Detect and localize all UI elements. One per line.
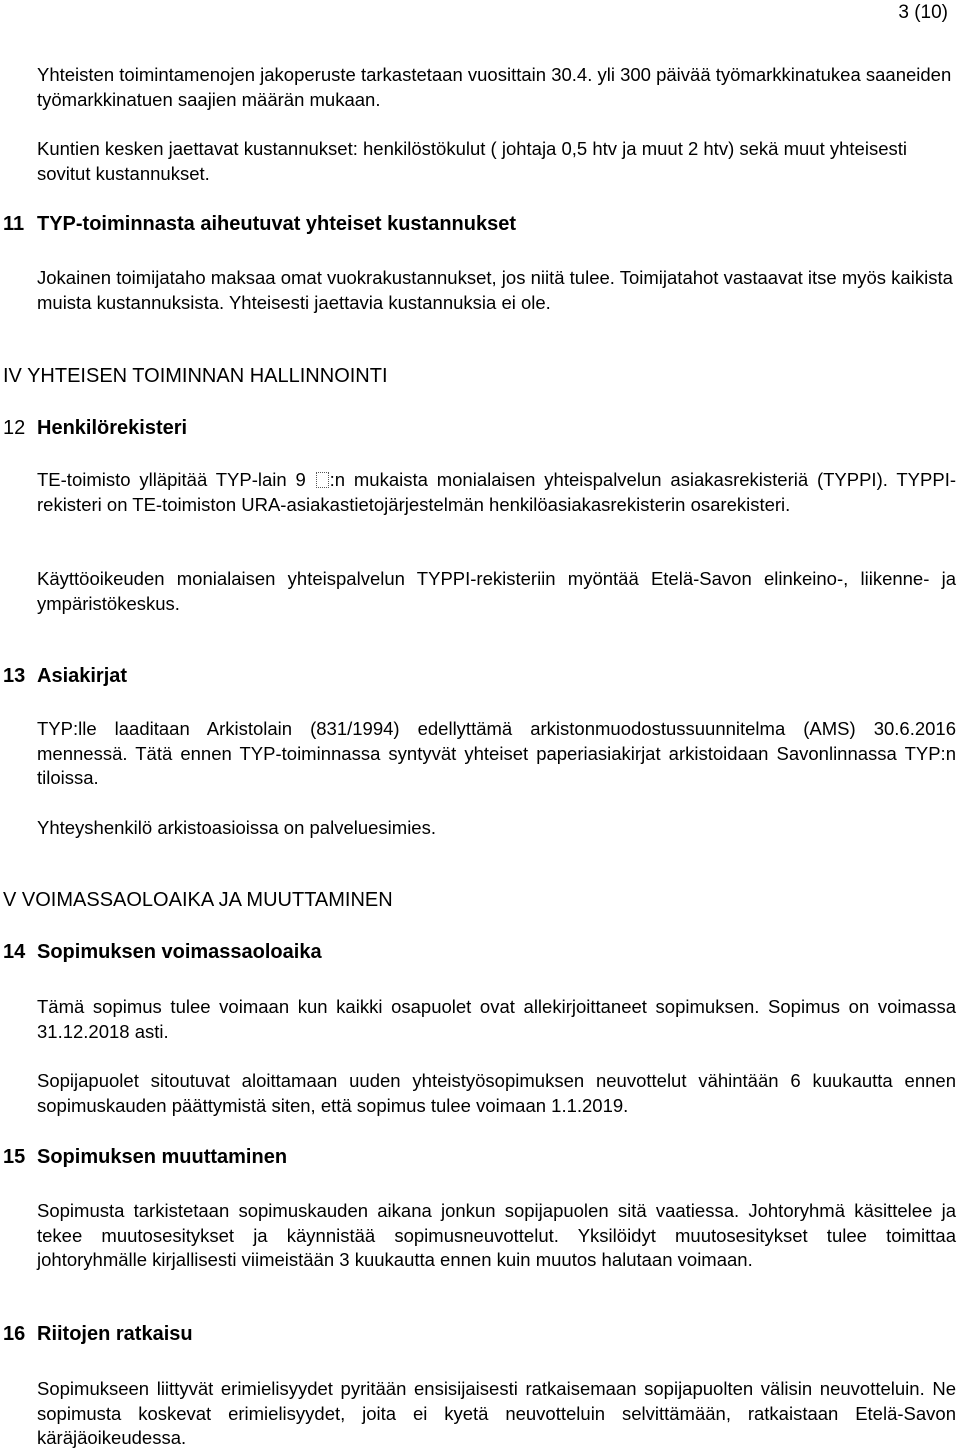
heading-13 xyxy=(3,665,127,688)
heading-11-title: TYP-toiminnasta aiheutuvat yhteiset kustannukset xyxy=(37,213,516,235)
heading-11-number: 11 xyxy=(3,213,25,235)
paragraph-register xyxy=(37,468,956,517)
paragraph-register-rest: :n mukaista monialaisen yhteispalvelun asiakasrekisteriä (TYPPI). TYPPI-rekisteri on TE-toimiston URA-asiakastietojärjestelmän henkilöasiakasrekisterin osarekisteri. xyxy=(37,469,956,515)
paragraph-amendments: Sopimusta tarkistetaan sopimuskauden aikana jonkun sopijapuolen sitä vaatiessa. Johtoryhmä käsittelee ja tekee muutosesitykset ja käynnistää sopimusneuvottelut. Yksilöidyt muutosesitykset tulee toimittaa johtoryhmälle kirjallisesti viimeistään 3 kuukautta ennen kuin muutos halutaan voimaan. xyxy=(37,1200,956,1270)
heading-15 xyxy=(3,1146,287,1169)
heading-12 xyxy=(3,417,187,440)
paragraph-archive-contact: Yhteyshenkilö arkistoasioissa on palveluesimies. xyxy=(37,817,436,838)
heading-14-number: 14 xyxy=(3,941,26,963)
paragraph-access-rights: Käyttöoikeuden monialaisen yhteispalvelun TYPPI-rekisteriin myöntää Etelä-Savon elinkeino-, liikenne- ja ympäristökeskus. xyxy=(37,568,956,614)
paragraph-shared-costs: Kuntien kesken jaettavat kustannukset: henkilöstökulut ( johtaja 0,5 htv ja muut 2 htv) sekä muut yhteisesti sovitut kustannukset. xyxy=(37,138,907,184)
heading-16-title: Riitojen ratkaisu xyxy=(37,1323,193,1345)
heading-12-title: Henkilörekisteri xyxy=(37,417,188,439)
page-number: 3 (10) xyxy=(898,2,948,23)
section-v-title: V VOIMASSAOLOAIKA JA MUUTTAMINEN xyxy=(3,889,393,911)
heading-16-number: 16 xyxy=(3,1323,26,1345)
heading-13-number: 13 xyxy=(3,665,26,687)
heading-15-title: Sopimuksen muuttaminen xyxy=(37,1146,288,1168)
heading-14-title: Sopimuksen voimassaoloaika xyxy=(37,941,322,963)
heading-14 xyxy=(3,941,322,964)
heading-15-number: 15 xyxy=(3,1146,26,1168)
paragraph-archive-plan: TYP:lle laaditaan Arkistolain (831/1994) edellyttämä arkistonmuodostussuunnitelma (AMS) 30.6.2016 mennessä. Tätä ennen TYP-toiminnassa syntyvät yhteiset paperiasiakirjat arkistoidaan Savonlinnassa TYP:n tiloissa. xyxy=(37,718,956,788)
paragraph-disputes: Sopimukseen liittyvät erimielisyydet pyritään ensisijaisesti ratkaisemaan sopijapuolten välisin neuvotteluin. Ne sopimusta koskevat erimielisyydet, joita ei kyetä neuvotteluin selvittämään, ratkaistaan Etelä-Savon käräjäoikeudessa. xyxy=(37,1378,956,1448)
section-iv-title: IV YHTEISEN TOIMINNAN HALLINNOINTI xyxy=(3,365,388,387)
heading-12-number: 12 xyxy=(3,417,26,439)
paragraph-register-start: TE-toimisto ylläpitää TYP-lain 9 xyxy=(37,469,315,490)
section-sign-placeholder xyxy=(316,472,329,488)
paragraph-validity: Tämä sopimus tulee voimaan kun kaikki osapuolet ovat allekirjoittaneet sopimuksen. Sopimus on voimassa 31.12.2018 asti. xyxy=(37,996,956,1042)
heading-11 xyxy=(3,213,516,236)
heading-16 xyxy=(3,1323,193,1346)
paragraph-rent-costs: Jokainen toimijataho maksaa omat vuokrakustannukset, jos niitä tulee. Toimijatahot vastaavat itse myös kaikista muista kustannuksista. Yhteisesti jaettavia kustannuksia ei ole. xyxy=(37,267,953,313)
heading-13-title: Asiakirjat xyxy=(37,665,128,687)
paragraph-cost-basis: Yhteisten toimintamenojen jakoperuste tarkastetaan vuosittain 30.4. yli 300 päivää työmarkkinatukea saaneiden työmarkkinatuen saajien määrän mukaan. xyxy=(37,64,952,110)
paragraph-negotiations: Sopijapuolet sitoutuvat aloittamaan uuden yhteistyösopimuksen neuvottelut vähintään 6 kuukautta ennen sopimuskauden päättymistä siten, että sopimus tulee voimaan 1.1.2019. xyxy=(37,1070,956,1116)
